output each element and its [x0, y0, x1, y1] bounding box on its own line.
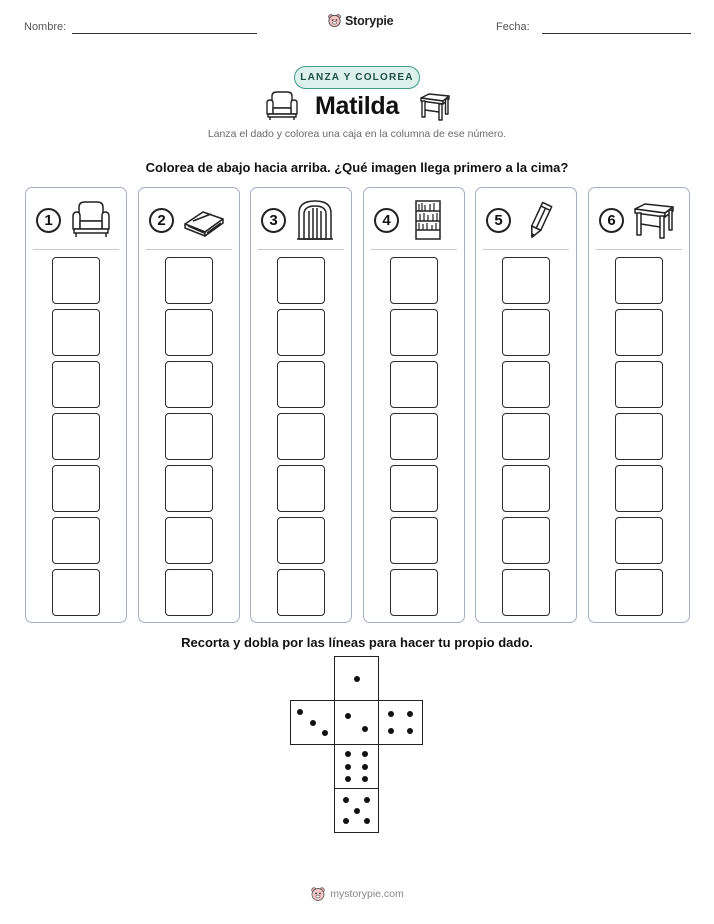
- color-box[interactable]: [390, 413, 438, 460]
- color-box[interactable]: [52, 257, 100, 304]
- die-pip: [388, 728, 394, 734]
- die-pip: [345, 776, 351, 782]
- column-divider: [33, 249, 119, 250]
- color-box[interactable]: [277, 309, 325, 356]
- color-box[interactable]: [502, 569, 550, 616]
- color-box[interactable]: [502, 413, 550, 460]
- color-box[interactable]: [165, 257, 213, 304]
- die-pip: [364, 797, 370, 803]
- column-number: 1: [36, 208, 61, 233]
- color-box[interactable]: [615, 517, 663, 564]
- name-line: [72, 33, 257, 34]
- book-icon: [181, 199, 225, 241]
- color-box[interactable]: [165, 361, 213, 408]
- column-1: [25, 187, 127, 623]
- bottom-instruction: Recorta y dobla por las líneas para hacer tu propio dado.: [181, 635, 533, 650]
- die-pip: [354, 676, 360, 682]
- die-pip: [310, 720, 316, 726]
- color-box[interactable]: [502, 361, 550, 408]
- armchair-title-icon: [264, 90, 298, 122]
- color-box[interactable]: [390, 257, 438, 304]
- color-box[interactable]: [615, 361, 663, 408]
- die-pip: [388, 711, 394, 717]
- column-3: [250, 187, 352, 623]
- die-face-2: [334, 700, 379, 745]
- die-pip: [343, 797, 349, 803]
- color-box[interactable]: [165, 465, 213, 512]
- die-face-6: [334, 744, 379, 789]
- die-pip: [362, 764, 368, 770]
- die-pip: [322, 730, 328, 736]
- column-number: 4: [374, 208, 399, 233]
- die-pip: [345, 713, 351, 719]
- date-label: Fecha:: [496, 21, 530, 33]
- color-box[interactable]: [390, 465, 438, 512]
- die-pip: [407, 711, 413, 717]
- color-box[interactable]: [502, 257, 550, 304]
- die-face-4: [378, 700, 423, 745]
- bookshelf-icon: [406, 199, 450, 241]
- date-line: [542, 33, 691, 34]
- column-number: 5: [486, 208, 511, 233]
- color-box[interactable]: [277, 413, 325, 460]
- column-divider: [258, 249, 344, 250]
- die-pip: [345, 764, 351, 770]
- color-box[interactable]: [502, 309, 550, 356]
- bear-footer-icon: [310, 886, 326, 902]
- color-box[interactable]: [165, 517, 213, 564]
- color-box[interactable]: [390, 517, 438, 564]
- column-5: [475, 187, 577, 623]
- color-box[interactable]: [277, 517, 325, 564]
- die-pip: [362, 726, 368, 732]
- die-face-5: [334, 788, 379, 833]
- stool-icon: [631, 199, 675, 241]
- column-divider: [371, 249, 457, 250]
- column-number: 2: [149, 208, 174, 233]
- color-box[interactable]: [277, 361, 325, 408]
- die-pip: [362, 776, 368, 782]
- die-pip: [362, 751, 368, 757]
- color-box[interactable]: [52, 465, 100, 512]
- activity-badge: LANZA Y COLOREA: [294, 66, 420, 89]
- armchair-icon: [68, 199, 112, 241]
- color-box[interactable]: [165, 413, 213, 460]
- column-6: [588, 187, 690, 623]
- footer-url: mystorypie.com: [330, 888, 404, 900]
- color-box[interactable]: [277, 257, 325, 304]
- die-pip: [297, 709, 303, 715]
- color-box[interactable]: [52, 309, 100, 356]
- color-box[interactable]: [615, 569, 663, 616]
- die-pip: [364, 818, 370, 824]
- name-label: Nombre:: [24, 21, 67, 33]
- color-box[interactable]: [277, 569, 325, 616]
- color-box[interactable]: [390, 361, 438, 408]
- column-divider: [596, 249, 682, 250]
- brand-name: Storypie: [345, 13, 394, 28]
- column-number: 3: [261, 208, 286, 233]
- pencil-icon: [518, 199, 562, 241]
- color-box[interactable]: [502, 517, 550, 564]
- footer: [0, 886, 714, 902]
- die-pip: [407, 728, 413, 734]
- color-box[interactable]: [615, 309, 663, 356]
- die-pip: [354, 808, 360, 814]
- color-box[interactable]: [52, 413, 100, 460]
- brand-logo: [327, 13, 393, 28]
- die-face-1: [334, 656, 379, 701]
- color-box[interactable]: [615, 257, 663, 304]
- color-box[interactable]: [390, 309, 438, 356]
- column-number: 6: [599, 208, 624, 233]
- color-box[interactable]: [277, 465, 325, 512]
- stool-title-icon: [417, 92, 451, 122]
- die-face-3: [290, 700, 335, 745]
- column-4: [363, 187, 465, 623]
- top-instruction: Colorea de abajo hacia arriba. ¿Qué imagen llega primero a la cima?: [145, 160, 569, 175]
- color-box[interactable]: [165, 569, 213, 616]
- die-pip: [345, 751, 351, 757]
- color-box[interactable]: [52, 517, 100, 564]
- page-title: Matilda: [314, 92, 400, 120]
- bear-logo-icon: [327, 13, 342, 28]
- color-box[interactable]: [502, 465, 550, 512]
- color-box[interactable]: [52, 361, 100, 408]
- color-box[interactable]: [615, 465, 663, 512]
- die-pip: [343, 818, 349, 824]
- column-2: [138, 187, 240, 623]
- color-box[interactable]: [52, 569, 100, 616]
- color-box[interactable]: [390, 569, 438, 616]
- column-divider: [483, 249, 569, 250]
- door-icon: [293, 199, 337, 241]
- color-box[interactable]: [615, 413, 663, 460]
- page-subtitle: Lanza el dado y colorea una caja en la columna de ese número.: [207, 128, 507, 140]
- column-divider: [146, 249, 232, 250]
- color-box[interactable]: [165, 309, 213, 356]
